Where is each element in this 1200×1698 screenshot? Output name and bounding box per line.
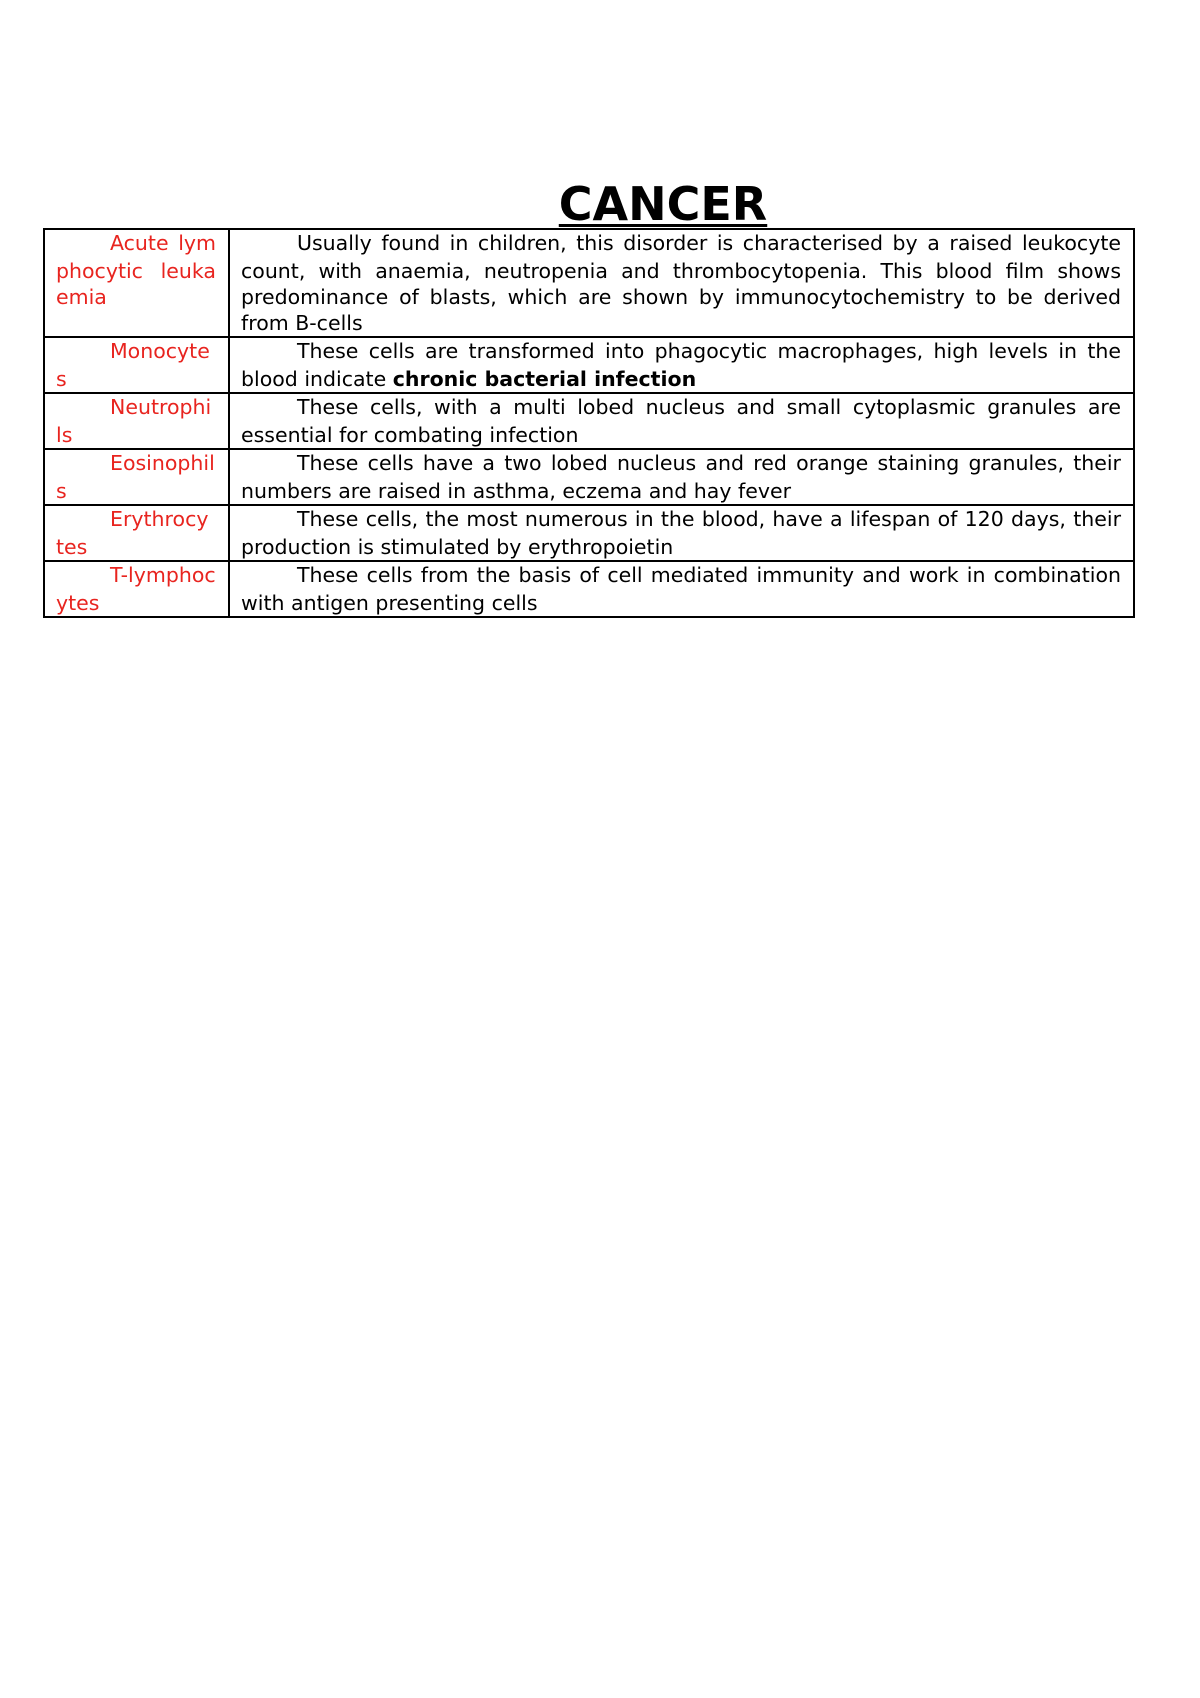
description-text: These cells are transformed into phagocytic macrophages, high levels in the blood indicate xyxy=(241,339,1121,391)
description-cell xyxy=(229,449,1134,505)
description-bold-text: chronic bacterial infection xyxy=(392,367,697,391)
term-text: Monocytes xyxy=(56,339,210,391)
term-cell xyxy=(44,393,229,449)
description-text: These cells have a two lobed nucleus and red orange staining granules, their numbers are raised in asthma, eczema and hay fever xyxy=(241,451,1121,503)
title-text: CANCER xyxy=(558,176,768,231)
description-cell xyxy=(229,393,1134,449)
table-row xyxy=(44,229,1134,337)
term-text: Erythrocytes xyxy=(56,507,209,559)
blood-cells-table xyxy=(43,228,1135,618)
description-text: These cells, the most numerous in the blood, have a lifespan of 120 days, their production is stimulated by erythropoietin xyxy=(241,507,1121,559)
term-text: Eosinophils xyxy=(56,451,215,503)
term-text: T-lymphocytes xyxy=(56,563,216,615)
term-cell xyxy=(44,561,229,617)
description-text: These cells from the basis of cell mediated immunity and work in combination with antigen presenting cells xyxy=(241,563,1121,615)
description-cell xyxy=(229,229,1134,337)
term-text: Acute lymphocytic leukaemia xyxy=(56,231,216,309)
description-cell xyxy=(229,337,1134,393)
term-cell xyxy=(44,229,229,337)
term-cell xyxy=(44,337,229,393)
table-row xyxy=(44,449,1134,505)
term-cell xyxy=(44,505,229,561)
term-text: Neutrophils xyxy=(56,395,212,447)
table-row xyxy=(44,561,1134,617)
table-row xyxy=(44,337,1134,393)
table-row xyxy=(44,505,1134,561)
table-row xyxy=(44,393,1134,449)
description-text: These cells, with a multi lobed nucleus and small cytoplasmic granules are essential for combating infection xyxy=(241,395,1121,447)
description-text: Usually found in children, this disorder is characterised by a raised leukocyte count, with anaemia, neutropenia and thrombocytopenia. This blood film shows predominance of blasts, which are shown by immunocytochemistry to be derived from B-cells xyxy=(241,231,1121,335)
description-cell xyxy=(229,505,1134,561)
term-cell xyxy=(44,449,229,505)
description-cell xyxy=(229,561,1134,617)
page-title xyxy=(0,174,1200,234)
